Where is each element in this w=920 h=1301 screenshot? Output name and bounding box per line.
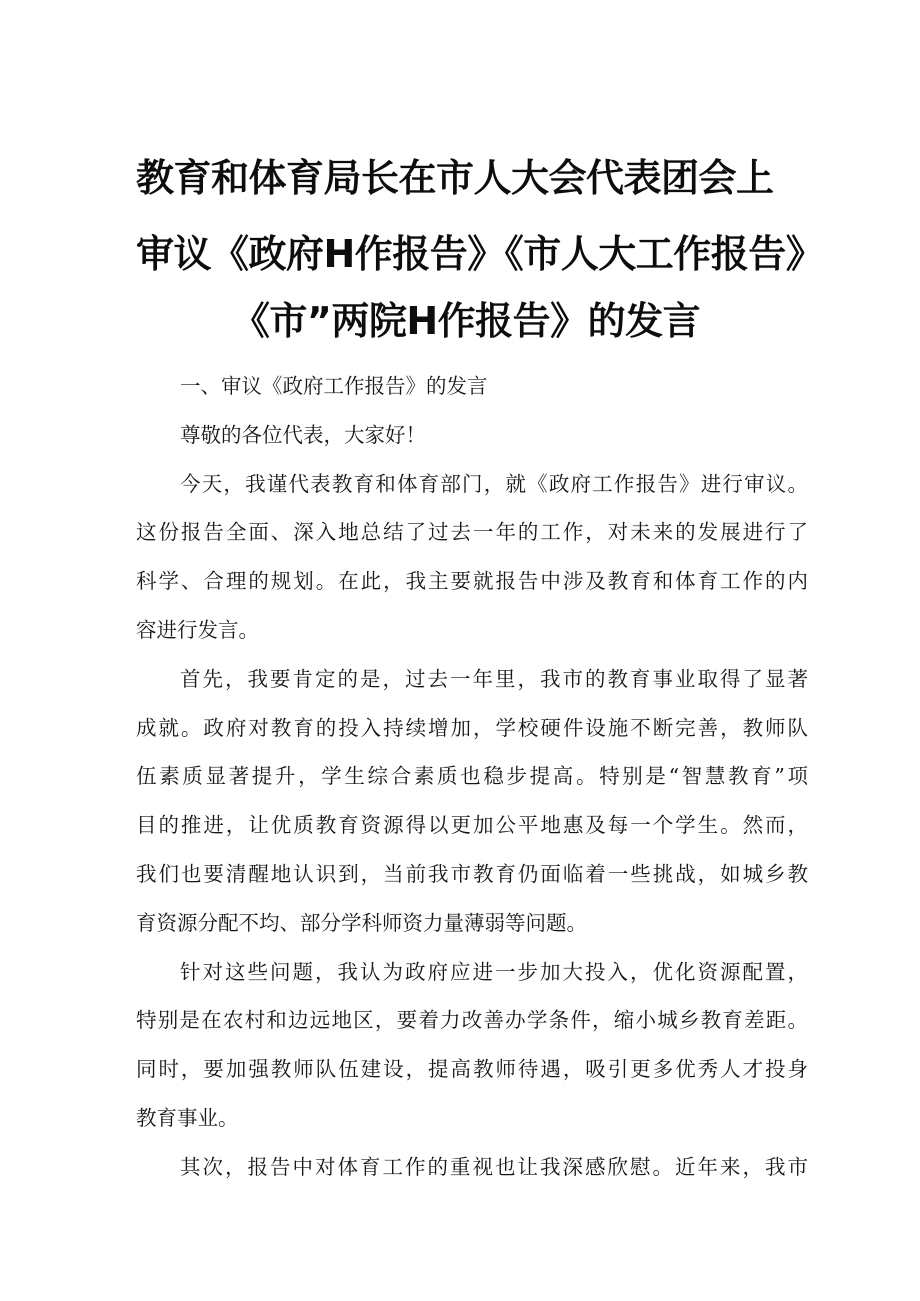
document-title-line-2: 审议《政府H作报告》《市人大工作报告》 <box>136 232 824 276</box>
paragraph-line: 今天，我谨代表教育和体育部门，就《政府工作报告》进行审议。 <box>180 471 808 496</box>
paragraph-line: 目的推进，让优质教育资源得以更加公平地惠及每一个学生。然而， <box>136 813 808 838</box>
salutation: 尊敬的各位代表，大家好！ <box>180 422 426 447</box>
section-heading: 一、审议《政府工作报告》的发言 <box>180 374 488 398</box>
paragraph-line: 首先，我要肯定的是，过去一年里，我市的教育事业取得了显著 <box>180 666 808 691</box>
paragraph-line: 我们也要清醒地认识到，当前我市教育仍面临着一些挑战，如城乡教 <box>136 861 808 886</box>
paragraph-line: 教育事业。 <box>136 1105 239 1130</box>
paragraph-line: 成就。政府对教育的投入持续增加，学校硬件设施不断完善，教师队 <box>136 715 808 740</box>
document-title-line-1: 教育和体育局长在市人大会代表团会上 <box>136 156 774 200</box>
document-body <box>136 367 808 1197</box>
paragraph-line: 这份报告全面、深入地总结了过去一年的工作，对未来的发展进行了 <box>136 520 808 545</box>
paragraph-line: 容进行发言。 <box>136 617 259 642</box>
paragraph-line: 科学、合理的规划。在此，我主要就报告中涉及教育和体育工作的内 <box>136 569 808 594</box>
paragraph-line: 同时，要加强教师队伍建设，提高教师待遇，吸引更多优秀人才投身 <box>136 1057 808 1082</box>
document-title-line-3: 《市”两院H作报告》的发言 <box>231 299 701 343</box>
paragraph-line: 育资源分配不均、部分学科师资力量薄弱等问题。 <box>136 910 587 935</box>
paragraph-line: 其次，报告中对体育工作的重视也让我深感欣慰。近年来，我市 <box>180 1154 808 1179</box>
paragraph-line: 伍素质显著提升，学生综合素质也稳步提高。特别是“智慧教育”项 <box>136 764 808 789</box>
paragraph-line: 针对这些问题，我认为政府应进一步加大投入，优化资源配置， <box>180 959 808 984</box>
paragraph-line: 特别是在农村和边远地区，要着力改善办学条件，缩小城乡教育差距。 <box>136 1008 808 1033</box>
